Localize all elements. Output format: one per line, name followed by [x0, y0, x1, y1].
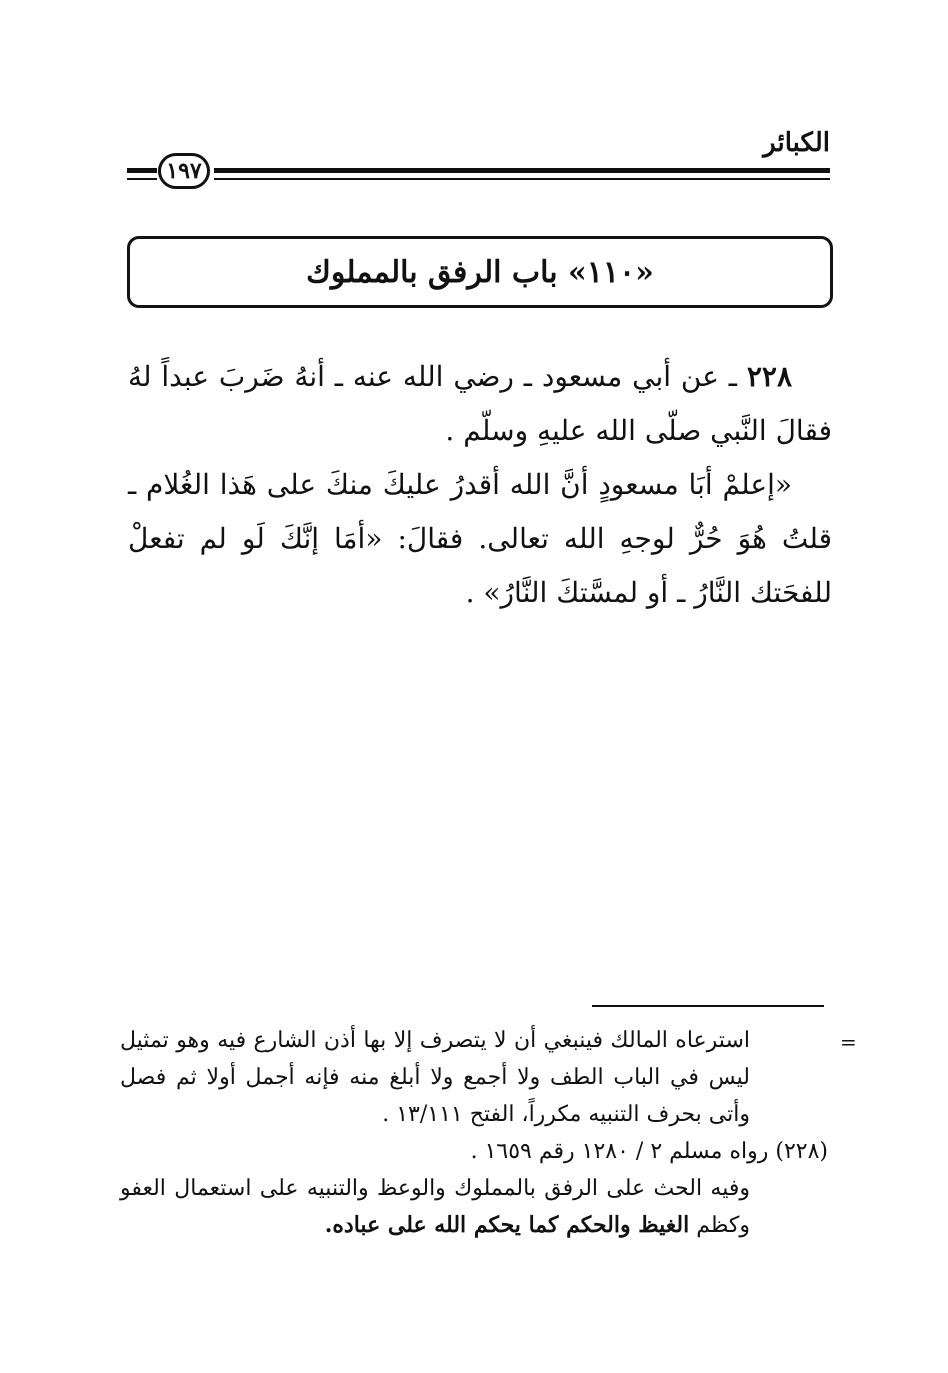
header-rule-thin — [214, 178, 830, 180]
footnote-ref-number: (٢٢٨) — [775, 1139, 828, 1164]
hadith-paragraph-1 — [128, 350, 832, 458]
hadith-text-1: ـ عن أبي مسعود ـ رضي الله عنه ـ أنهُ ضَربَ عبداً لهُ فقالَ النَّبي صلّى الله عليهِ وسلّم . — [128, 360, 832, 447]
chapter-title: «١١٠» باب الرفق بالمملوك — [306, 254, 654, 290]
footnote-note-text: وفيه الحث على الرفق بالمملوك والوعظ والتنبيه على استعمال العفو وكظم — [120, 1176, 750, 1238]
chapter-title-box — [127, 236, 833, 308]
header-rule-left-thick — [127, 168, 157, 173]
footnote-ref-text: رواه مسلم ٢ / ١٢٨٠ رقم ١٦٥٩ . — [470, 1139, 769, 1164]
hadith-number: ٢٢٨ — [746, 360, 792, 393]
hadith-body — [128, 350, 832, 620]
footnote-separator — [592, 1005, 824, 1007]
header-rule-left-thin — [127, 178, 157, 180]
footnotes — [120, 1022, 828, 1244]
hadith-paragraph-2: «إعلمْ أبَا مسعودٍ أنَّ الله أقدرُ عليكَ منكَ على هَذا الغُلام ـ قلتُ هُوَ حُرٌّ لوجهِ الله تعالى. فقالَ: «أمَا إنَّكَ لَو لم تفعلْ للفحَتك النَّارُ ـ أو لمسَّتكَ النَّارُ» . — [128, 468, 832, 609]
header-rule-thick — [214, 168, 830, 173]
page-number: ١٩٧ — [158, 153, 210, 189]
footnote-continuation: استرعاه المالك فينبغي أن لا يتصرف إلا بها أذن الشارع فيه وهو تمثيل ليس في الباب الطف ولا أجمع ولا أبلغ منه فإنه أجمل أولا ثم فصل وأتى بحرف التنبيه مكرراً، الفتح ١٣/١١١ . — [120, 1028, 750, 1127]
footnote-note-bold: الغيظ والحكم كما يحكم الله على عباده. — [324, 1212, 690, 1238]
footnote-228 — [120, 1133, 828, 1170]
footnote-continuation-marker: = — [840, 1030, 857, 1054]
footnote-note — [120, 1170, 828, 1244]
running-header-title: الكبائر — [763, 128, 830, 158]
